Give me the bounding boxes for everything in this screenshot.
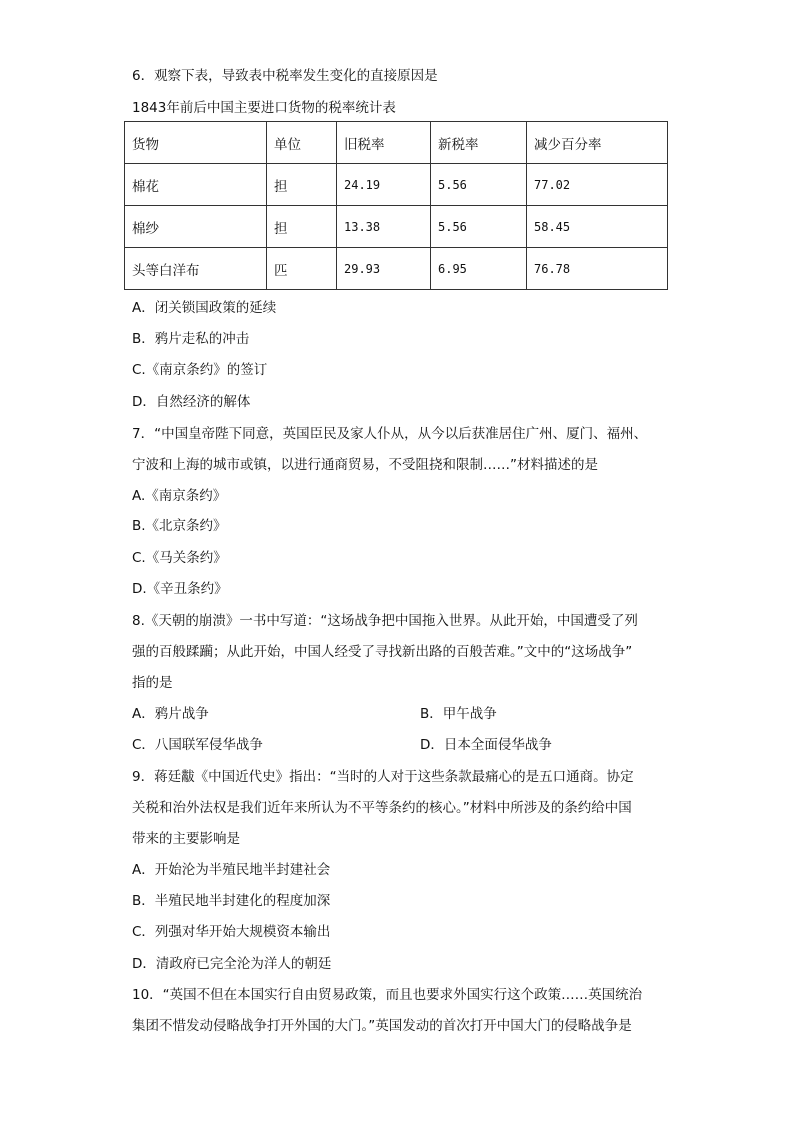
table-cell: 棉纱 [125, 206, 267, 248]
q8-option-b[interactable]: B．甲午战争 [420, 706, 497, 722]
tax-rate-table [124, 121, 668, 290]
table-cell: 58.45 [527, 206, 668, 248]
q8-option-c[interactable]: C．八国联军侵华战争 [132, 737, 263, 753]
q9-option-d[interactable]: D．清政府已完全沦为洋人的朝廷 [132, 956, 332, 972]
q9-option-b[interactable]: B．半殖民地半封建化的程度加深 [132, 893, 331, 909]
q7-option-b[interactable]: B.《北京条约》 [132, 518, 227, 534]
q6-stem: 6．观察下表，导致表中税率发生变化的直接原因是 [132, 68, 438, 84]
q9-stem-line: 带来的主要影响是 [132, 831, 240, 847]
q7-stem-line: 宁波和上海的城市或镇，以进行通商贸易，不受阻挠和限制……”材料描述的是 [132, 457, 598, 473]
header-cell: 单位 [267, 122, 337, 164]
table-row [125, 164, 668, 206]
q7-option-c[interactable]: C.《马关条约》 [132, 550, 227, 566]
q8-stem-line: 8.《天朝的崩溃》一书中写道：“这场战争把中国拖入世界。从此开始，中国遭受了列 [132, 613, 638, 629]
table-cell: 匹 [267, 248, 337, 290]
table-cell: 5.56 [431, 206, 527, 248]
table-row [125, 248, 668, 290]
table-cell: 6.95 [431, 248, 527, 290]
q6-option-d[interactable]: D．自然经济的解体 [132, 394, 251, 410]
table-cell: 24.19 [337, 164, 431, 206]
q6-option-a[interactable]: A．闭关锁国政策的延续 [132, 300, 277, 316]
q9-stem-line: 关税和治外法权是我们近年来所认为不平等条约的核心。”材料中所涉及的条约给中国 [132, 800, 632, 816]
q10-stem-line: 10．“英国不但在本国实行自由贸易政策，而且也要求外国实行这个政策……英国统治 [132, 987, 643, 1003]
table-cell: 担 [267, 164, 337, 206]
table-cell: 头等白洋布 [125, 248, 267, 290]
q8-stem-line: 指的是 [132, 675, 173, 691]
q7-stem-line: 7．“中国皇帝陛下同意，英国臣民及家人仆从，从今以后获准居住广州、厦门、福州、 [132, 426, 648, 442]
table-cell: 77.02 [527, 164, 668, 206]
header-cell: 货物 [125, 122, 267, 164]
q10-stem-line: 集团不惜发动侵略战争打开外国的大门。”英国发动的首次打开中国大门的侵略战争是 [132, 1018, 632, 1034]
q8-option-a[interactable]: A．鸦片战争 [132, 706, 209, 722]
q9-option-a[interactable]: A．开始沦为半殖民地半封建社会 [132, 862, 331, 878]
table-cell: 担 [267, 206, 337, 248]
header-cell: 减少百分率 [527, 122, 668, 164]
table-header-row [125, 122, 668, 164]
table-cell: 76.78 [527, 248, 668, 290]
q8-option-d[interactable]: D．日本全面侵华战争 [420, 737, 552, 753]
q6-option-c[interactable]: C.《南京条约》的签订 [132, 362, 268, 378]
q9-option-c[interactable]: C．列强对华开始大规模资本输出 [132, 924, 331, 940]
header-cell: 旧税率 [337, 122, 431, 164]
q7-option-d[interactable]: D.《辛丑条约》 [132, 581, 228, 597]
table-cell: 5.56 [431, 164, 527, 206]
table-cell: 29.93 [337, 248, 431, 290]
table-cell: 13.38 [337, 206, 431, 248]
q9-stem-line: 9．蒋廷黻《中国近代史》指出：“当时的人对于这些条款最痛心的是五口通商。协定 [132, 769, 634, 785]
table-row [125, 206, 668, 248]
q6-option-b[interactable]: B．鸦片走私的冲击 [132, 331, 250, 347]
header-cell: 新税率 [431, 122, 527, 164]
q7-option-a[interactable]: A.《南京条约》 [132, 488, 227, 504]
q8-stem-line: 强的百般蹂躏；从此开始，中国人经受了寻找新出路的百般苦难。”文中的“这场战争” [132, 644, 633, 660]
table-cell: 棉花 [125, 164, 267, 206]
q6-table-caption: 1843年前后中国主要进口货物的税率统计表 [132, 100, 396, 116]
